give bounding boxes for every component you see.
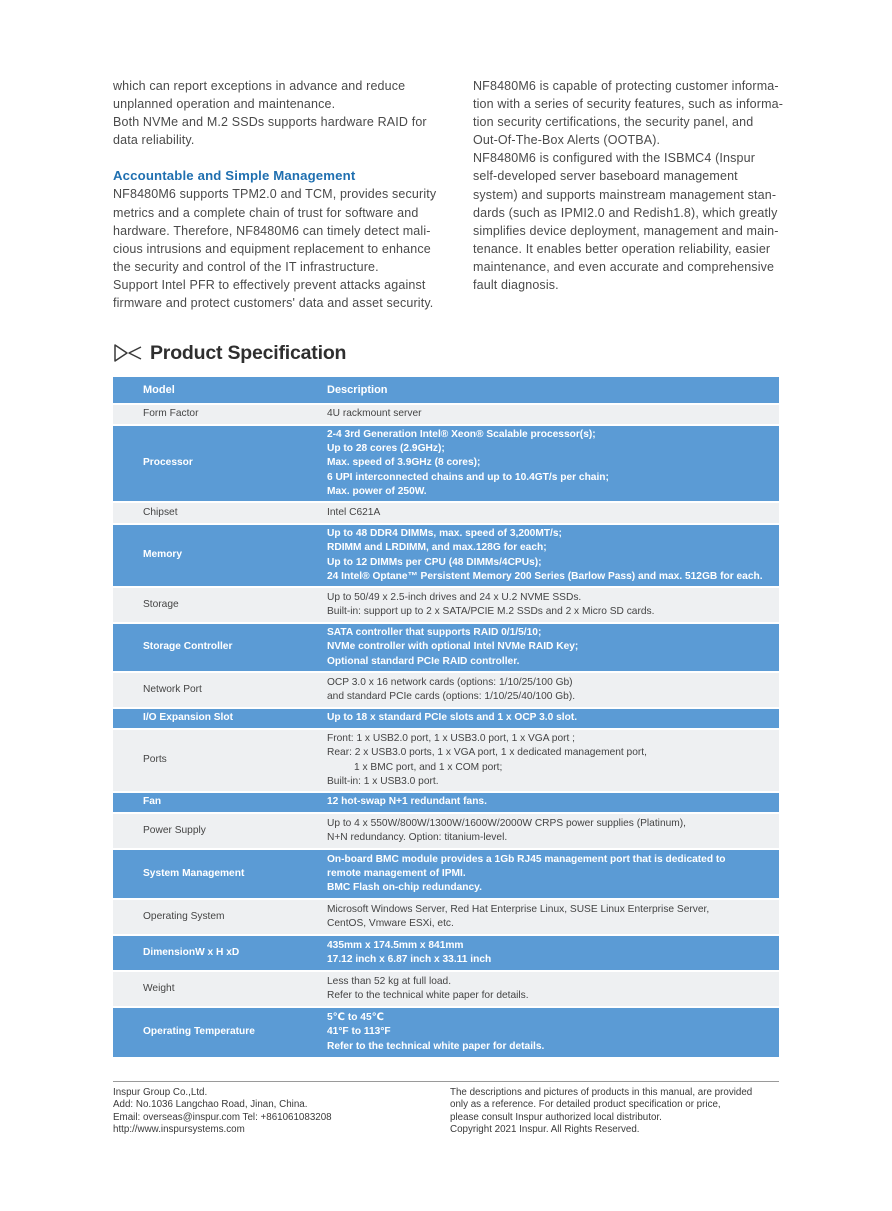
row-value: [327, 708, 779, 729]
copyright: Copyright 2021 Inspur. All Rights Reserved.: [450, 1124, 640, 1136]
table-row: [113, 849, 779, 899]
row-label: Form Factor: [113, 404, 327, 425]
value-line: 1 x BMC port, and 1 x COM port;: [354, 761, 503, 773]
value-line: 41°F to 113°F: [327, 1026, 391, 1038]
company-address: Add: No.1036 Langchao Road, Jinan, China.: [113, 1099, 308, 1111]
row-label: I/O Expansion Slot: [113, 708, 327, 729]
text-line: tenance. It enables better operation reliability, easier: [473, 241, 771, 256]
text-line: hardware. Therefore, NF8480M6 can timely detect mali-: [113, 223, 431, 238]
row-label: Memory: [113, 524, 327, 587]
text-line: data reliability.: [113, 133, 195, 148]
row-label: Storage Controller: [113, 623, 327, 672]
row-label: Network Port: [113, 672, 327, 708]
intro-paragraph: [473, 77, 784, 149]
row-label: Ports: [113, 729, 327, 792]
value-line: 5℃ to 45℃: [327, 1012, 384, 1024]
row-label: System Management: [113, 849, 327, 899]
text-line: the security and control of the IT infrastructure.: [113, 259, 379, 274]
text-line: metrics and a complete chain of trust for software and: [113, 205, 419, 220]
value-line: 4U rackmount server: [327, 408, 422, 420]
row-value: [327, 502, 779, 524]
text-line: tion with a series of security features, such as informa-: [473, 97, 784, 112]
row-value: [327, 404, 779, 425]
table-row: [113, 899, 779, 935]
text-line: which can report exceptions in advance and reduce: [113, 79, 406, 93]
value-line: On-board BMC module provides a 1Gb RJ45 management port that is dedicated to: [327, 853, 726, 865]
table-row: [113, 404, 779, 425]
value-line: Less than 52 kg at full load.: [327, 975, 452, 987]
table-row: [113, 935, 779, 971]
table-row: [113, 502, 779, 524]
value-line: Optional standard PCIe RAID controller.: [327, 655, 520, 667]
bowtie-arrow-icon: [113, 343, 143, 363]
value-line: BMC Flash on-chip redundancy.: [327, 882, 482, 894]
text-line: fault diagnosis.: [473, 278, 559, 293]
company-website-link[interactable]: http://www.inspursystems.com: [113, 1124, 245, 1136]
text-line: Both NVMe and M.2 SSDs supports hardware RAID for: [113, 115, 427, 130]
table-header-row: [113, 377, 779, 404]
value-line: Up to 4 x 550W/800W/1300W/1600W/2000W CRPS power supplies (Platinum),: [327, 817, 686, 829]
row-value: [327, 672, 779, 708]
intro-right-column: [473, 77, 784, 294]
value-line: Rear: 2 x USB3.0 ports, 1 x VGA port, 1 x dedicated management port,: [327, 747, 647, 759]
row-label: Power Supply: [113, 813, 327, 849]
text-line: NF8480M6 is configured with the ISBMC4 (Inspur: [473, 151, 756, 166]
value-line: Up to 50/49 x 2.5-inch drives and 24 x U.2 NVME SSDs.: [327, 591, 582, 603]
value-line: Up to 12 DIMMs per CPU (48 DIMMs/4CPUs);: [327, 556, 542, 568]
text-line: unplanned operation and maintenance.: [113, 97, 336, 112]
text-line: Out-Of-The-Box Alerts (OOTBA).: [473, 133, 661, 148]
row-label: Operating System: [113, 899, 327, 935]
value-line: Max. power of 250W.: [327, 485, 427, 497]
row-label: DimensionW x H xD: [113, 935, 327, 971]
text-line: maintenance, and even accurate and comprehensive: [473, 259, 775, 274]
row-value: [327, 899, 779, 935]
value-line: Front: 1 x USB2.0 port, 1 x USB3.0 port, 1 x VGA port ;: [327, 732, 576, 744]
footer-disclaimer: [450, 1087, 752, 1137]
text-line: tion security certifications, the security panel, and: [473, 115, 754, 130]
text-line: NF8480M6 is capable of protecting customer informa-: [473, 79, 779, 93]
table-row: [113, 813, 779, 849]
table-row: [113, 425, 779, 502]
disclaimer-line: please consult Inspur authorized local distributor.: [450, 1111, 662, 1123]
value-line: NVMe controller with optional Intel NVMe RAID Key;: [327, 641, 579, 653]
row-value: [327, 587, 779, 623]
value-line: Intel C621A: [327, 506, 381, 518]
value-line: remote management of IPMI.: [327, 867, 466, 879]
text-line: cious intrusions and equipment replacement to enhance: [113, 241, 431, 256]
row-value: [327, 729, 779, 792]
row-label: Processor: [113, 425, 327, 502]
value-line: 12 hot-swap N+1 redundant fans.: [327, 796, 487, 808]
table-row: [113, 524, 779, 587]
value-line: Built-in: 1 x USB3.0 port.: [327, 775, 439, 787]
table-row: [113, 792, 779, 813]
footer-divider: [113, 1081, 779, 1082]
value-line: N+N redundancy. Option: titanium-level.: [327, 832, 508, 843]
intro-paragraph: [113, 77, 435, 113]
value-line: Up to 48 DDR4 DIMMs, max. speed of 3,200MT/s;: [327, 527, 562, 539]
value-line: Up to 28 cores (2.9GHz);: [327, 443, 445, 455]
value-line: Built-in: support up to 2 x SATA/PCIE M.2 SSDs and 2 x Micro SD cards.: [327, 606, 655, 617]
text-line: firmware and protect customers' data and asset security.: [113, 296, 434, 311]
intro-paragraph: [473, 149, 779, 294]
value-line: 17.12 inch x 6.87 inch x 33.11 inch: [327, 954, 492, 965]
value-line: CentOS, Vmware ESXi, etc.: [327, 918, 454, 929]
spec-table: [113, 377, 779, 1057]
row-value: [327, 524, 779, 587]
text-line: simplifies device deployment, management and main-: [473, 223, 779, 238]
row-value: [327, 849, 779, 899]
value-line: Refer to the technical white paper for details.: [327, 1040, 545, 1052]
row-label: Fan: [113, 792, 327, 813]
value-line: 435mm x 174.5mm x 841mm: [327, 939, 464, 951]
text-line: NF8480M6 supports TPM2.0 and TCM, provides security: [113, 187, 437, 202]
row-label: Operating Temperature: [113, 1007, 327, 1057]
disclaimer-line: only as a reference. For detailed product specification or price,: [450, 1099, 721, 1111]
intro-paragraph: [113, 185, 435, 275]
value-line: RDIMM and LRDIMM, and max.128G for each;: [327, 542, 547, 554]
value-line: 24 Intel® Optane™ Persistent Memory 200 Series (Barlow Pass) and max. 512GB for each.: [327, 570, 763, 582]
spec-title: Product Specification: [150, 341, 347, 364]
spec-heading: [113, 336, 346, 370]
company-email-phone: Email: overseas@inspur.com Tel: +861061083208: [113, 1111, 332, 1123]
intro-paragraph: [113, 113, 435, 149]
row-value: [327, 1007, 779, 1057]
table-row: [113, 708, 779, 729]
row-label: Chipset: [113, 502, 327, 524]
text-line: self-developed server baseboard management: [473, 169, 738, 184]
intro-left-column: [113, 77, 435, 312]
row-label: Storage: [113, 587, 327, 623]
value-line: Up to 18 x standard PCIe slots and 1 x OCP 3.0 slot.: [327, 712, 578, 724]
table-row: [113, 623, 779, 672]
intro-paragraph: [113, 276, 435, 312]
table-row: [113, 1007, 779, 1057]
value-line: 2-4 3rd Generation Intel® Xeon® Scalable processor(s);: [327, 428, 596, 440]
text-line: dards (such as IPMI2.0 and Redish1.8), which greatly: [473, 205, 778, 220]
table-row: [113, 971, 779, 1007]
row-value: [327, 971, 779, 1007]
row-value: [327, 935, 779, 971]
value-line: SATA controller that supports RAID 0/1/5/10;: [327, 627, 542, 639]
table-row: [113, 729, 779, 792]
value-line: Max. speed of 3.9GHz (8 cores);: [327, 457, 481, 469]
row-value: [327, 813, 779, 849]
row-value: [327, 623, 779, 672]
disclaimer-line: The descriptions and pictures of products in this manual, are provided: [450, 1087, 753, 1098]
header-model: Model: [113, 377, 327, 404]
header-description: Description: [327, 377, 779, 404]
value-line: Microsoft Windows Server, Red Hat Enterprise Linux, SUSE Linux Enterprise Server,: [327, 903, 710, 915]
table-row: [113, 587, 779, 623]
table-row: [113, 672, 779, 708]
value-line: OCP 3.0 x 16 network cards (options: 1/10/25/100 Gb): [327, 676, 573, 688]
row-label: Weight: [113, 971, 327, 1007]
company-name: Inspur Group Co.,Ltd.: [113, 1087, 208, 1098]
row-value: [327, 792, 779, 813]
text-line: system) and supports mainstream management stan-: [473, 187, 777, 202]
value-line: and standard PCIe cards (options: 1/10/25/40/100 Gb).: [327, 691, 576, 702]
footer-contact: [113, 1087, 332, 1137]
text-line: Support Intel PFR to effectively prevent attacks against: [113, 277, 426, 292]
value-line: Refer to the technical white paper for details.: [327, 990, 529, 1001]
row-value: [327, 425, 779, 502]
value-line: 6 UPI interconnected chains and up to 10.4GT/s per chain;: [327, 471, 609, 483]
section-heading-management: Accountable and Simple Management: [113, 168, 356, 184]
